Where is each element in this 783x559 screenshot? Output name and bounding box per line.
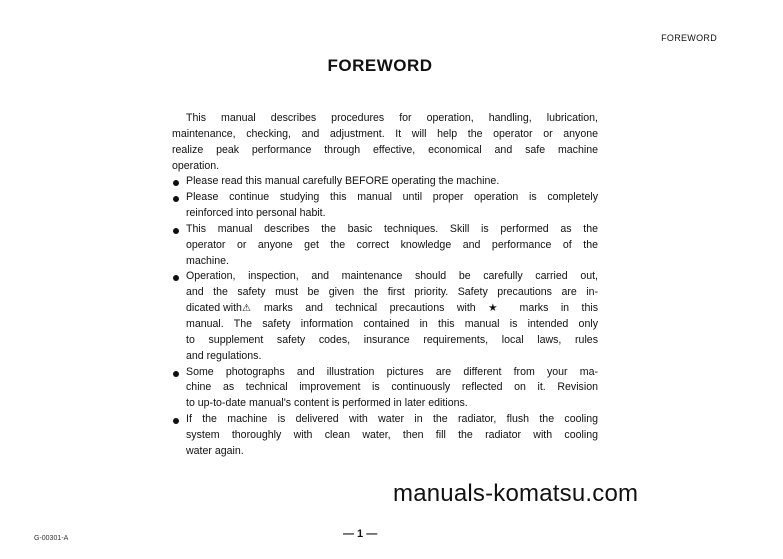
bullet-item [172, 412, 598, 460]
bullet-item [172, 269, 598, 364]
text-fragment: dicated with [186, 302, 242, 315]
text-line: Some photographs and illustration pictures are different from your ma- [186, 365, 598, 378]
text-line [186, 301, 598, 317]
running-header: FOREWORD [661, 33, 717, 43]
bullet-icon [173, 275, 179, 281]
page-title: FOREWORD [327, 56, 433, 75]
text-line: If the machine is delivered with water in the radiator, flush the cooling [186, 413, 598, 426]
text-line: Please read this manual carefully BEFORE operating the machine. [186, 175, 500, 188]
bullet-icon [173, 196, 179, 202]
warning-triangle-icon: ⚠ [241, 303, 251, 315]
bullet-item [172, 365, 598, 413]
text-line: to up-to-date manual's content is performed in later editions. [186, 397, 468, 410]
bullet-icon [173, 180, 179, 186]
document-code: G-00301-A [34, 535, 69, 542]
text-line: and the safety must be given the first priority. Safety precautions are in- [186, 286, 598, 299]
foreword-body [172, 111, 598, 460]
bullet-item [172, 222, 598, 270]
text-line: realize peak performance through effective, economical and safe machine [172, 143, 598, 156]
text-line: reinforced into personal habit. [186, 207, 326, 220]
text-line: water again. [186, 444, 244, 457]
text-fragment: marks and technical precautions with ★ marks in this [263, 302, 598, 315]
page-number: — 1 — [343, 528, 378, 540]
bullet-item [172, 174, 598, 190]
watermark: manuals-komatsu.com [393, 480, 639, 507]
bullet-icon [173, 371, 179, 377]
text-line: Please continue studying this manual until proper operation is completely [186, 191, 598, 204]
bullet-icon [173, 418, 179, 424]
text-line: operator or anyone get the correct knowledge and performance of the [186, 238, 598, 251]
text-line: maintenance, checking, and adjustment. It will help the operator or anyone [172, 127, 598, 140]
text-line: to supplement safety codes, insurance requirements, local laws, rules [186, 333, 598, 346]
text-line: Operation, inspection, and maintenance should be carefully carried out, [186, 270, 598, 283]
bullet-icon [173, 228, 179, 234]
text-line: machine. [186, 254, 229, 267]
text-line: This manual describes procedures for operation, handling, lubrication, [186, 112, 598, 124]
bullet-item [172, 190, 598, 222]
text-line: system thoroughly with clean water, then fill the radiator with cooling [186, 428, 598, 441]
text-line: and regulations. [186, 349, 262, 362]
text-line: operation. [172, 159, 220, 172]
text-line: This manual describes the basic techniques. Skill is performed as the [186, 222, 598, 235]
text-line: manual. The safety information contained in this manual is intended only [186, 317, 598, 330]
text-line: chine as technical improvement is continuously reflected on it. Revision [186, 381, 598, 394]
intro-paragraph [172, 111, 598, 174]
